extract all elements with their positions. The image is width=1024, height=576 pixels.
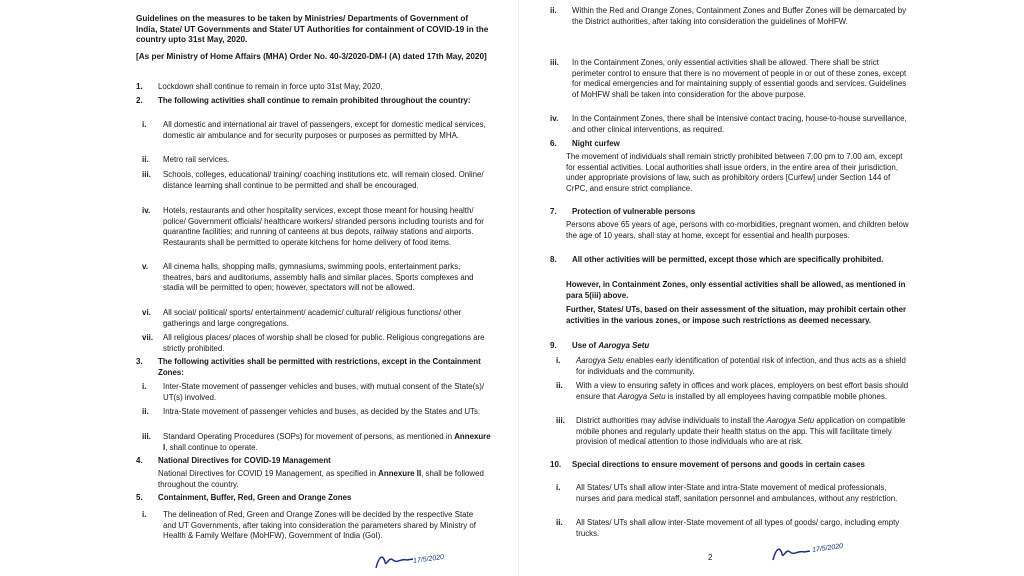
item-number: 2. xyxy=(136,96,143,105)
page-divider xyxy=(518,0,519,576)
item-number: i. xyxy=(142,382,147,391)
item-text: With a view to ensuring safety in offices and work places, employers on best effort basis should ensure that Aarogya Setu is installed by all employees having compatible mobile phones. xyxy=(576,381,909,401)
item-text: The delineation of Red, Green and Orange Zones will be decided by the respective State and UT Governments, after taking into consideration the parameters shared by Ministry of Health & Family Welfare (MoHFW), Government of India (GoI). xyxy=(163,510,477,540)
document-page-1 xyxy=(108,0,508,576)
item-text: All social/ political/ sports/ entertainment/ academic/ cultural/ religious functions/ other gatherings and large congregations. xyxy=(163,308,462,328)
item-number: ii. xyxy=(556,381,563,390)
item-number: 6. xyxy=(550,139,557,148)
item-number: 4. xyxy=(136,456,143,465)
section-heading: Special directions to ensure movement of persons and goods in certain cases xyxy=(572,460,865,469)
page-number: 2 xyxy=(708,553,713,562)
item-number: vii. xyxy=(142,333,154,342)
document-title: Guidelines on the measures to be taken by Ministries/ Departments of Government of India, State/ UT Governments and State/ UT Authorities for containment of COVID-19 in the country upto 31st May, 2020. xyxy=(136,14,489,44)
item-text: Schools, colleges, educational/ training/ coaching institutions etc. will remain closed. Online/ distance learning shall continue to be permitted and shall be encouraged. xyxy=(163,170,484,190)
item-text: Hotels, restaurants and other hospitality services, except those meant for housing health/ police/ Government officials/ healthcare workers/ stranded persons including tourists and for quarantine facilities; and running of canteens at bus depots, railway stations and airports. Restaurants shall be permitted to operate kitchens for home delivery of food items. xyxy=(163,206,484,247)
section-heading: The following activities shall be permitted with restrictions, except in the Containment Zones: xyxy=(158,357,481,377)
item-number: iv. xyxy=(550,114,559,123)
item-text: Persons above 65 years of age, persons with co-morbidities, pregnant women, and children below the age of 10 years, shall stay at home, except for essential and health purposes. xyxy=(566,220,909,240)
section-heading: Night curfew xyxy=(572,139,620,148)
item-number: 3. xyxy=(136,357,143,366)
item-number: 9. xyxy=(550,341,557,350)
item-text: In the Containment Zones, only essential activities shall be allowed. There shall be strict perimeter control to ensure that there is no movement of people in or out of these zones, except for medical emergencies and for maintaining supply of essential goods and services. Guidelines of MoHFW shall be taken into consideration for the above purpose. xyxy=(572,58,907,99)
item-text: The movement of individuals shall remain strictly prohibited between 7.00 pm to 7.00 am, except for essential activities. Local authorities shall issue orders, in the entire area of their jurisdiction, under appropriate provisions of law, such as prohibitory orders [Curfew] under Section 144 of CrPC, and ensure strict compliance. xyxy=(566,152,903,193)
item-number: ii. xyxy=(142,407,149,416)
item-text: Standard Operating Procedures (SOPs) for movement of persons, as mentioned in Annexure I, shall continue to operate. xyxy=(163,432,491,452)
item-number: 7. xyxy=(550,207,557,216)
item-text: All States/ UTs shall allow inter-State movement of all types of goods/ cargo, including empty trucks. xyxy=(576,518,900,538)
section-heading: Containment, Buffer, Red, Green and Orange Zones xyxy=(158,493,352,502)
item-number: i. xyxy=(142,120,147,129)
item-number: vi. xyxy=(142,308,151,317)
item-text: All domestic and international air travel of passengers, except for domestic medical services, domestic air ambulance and for security purposes or purposes as permitted by MHA. xyxy=(163,120,486,140)
item-number: v. xyxy=(142,262,149,271)
item-number: i. xyxy=(142,510,147,519)
item-number: i. xyxy=(556,356,561,365)
item-text: All cinema halls, shopping malls, gymnasiums, swimming pools, entertainment parks, theatres, bars and auditoriums, assembly halls and similar places. Sports complexes and stadia will be permitted to open; however, spectators will not be allowed. xyxy=(163,262,474,292)
item-number: ii. xyxy=(550,6,557,15)
item-text: Intra-State movement of passenger vehicles and buses, as decided by the States and UTs. xyxy=(163,407,481,416)
section-heading: National Directives for COVID-19 Management xyxy=(158,456,331,465)
section-heading: All other activities will be permitted, except those which are specifically prohibited. xyxy=(572,255,884,264)
item-text: All States/ UTs shall allow inter-State and intra-State movement of medical professionals, nurses and para medical staff, sanitation personnel and ambulances, without any restriction. xyxy=(576,483,898,503)
item-text: Further, States/ UTs, based on their assessment of the situation, may prohibit certain other activities in the various zones, or impose such restrictions as deemed necessary. xyxy=(566,305,907,325)
item-number: iv. xyxy=(142,206,151,215)
item-number: ii. xyxy=(556,518,563,527)
signature-date: 17/5/2020 xyxy=(811,542,844,555)
item-number: 1. xyxy=(136,82,143,91)
item-text: Within the Red and Orange Zones, Containment Zones and Buffer Zones will be demarcated by the District authorities, after taking into consideration the guidelines of MoHFW. xyxy=(572,6,907,26)
item-text: Lockdown shall continue to remain in force upto 31st May, 2020. xyxy=(158,82,383,91)
item-number: 10. xyxy=(550,460,562,469)
section-heading: Protection of vulnerable persons xyxy=(572,207,696,216)
section-heading: Use of Aarogya Setu xyxy=(572,341,650,350)
item-number: i. xyxy=(556,483,561,492)
item-text: District authorities may advise individuals to install the Aarogya Setu application on compatible mobile phones and regularly update their health status on the app. This will facilitate timely provision of medical attention to those individuals who are at risk. xyxy=(576,416,906,446)
item-number: iii. xyxy=(142,432,151,441)
signature-date: 17/5/2020 xyxy=(412,553,445,566)
order-reference: [As per Ministry of Home Affairs (MHA) Order No. 40-3/2020-DM-I (A) dated 17th May, 2020] xyxy=(136,52,487,61)
item-text: In the Containment Zones, there shall be intensive contact tracing, house-to-house surveillance, and other clinical interventions, as required. xyxy=(572,114,907,134)
item-text: All religious places/ places of worship shall be closed for public. Religious congregations are strictly prohibited. xyxy=(163,333,485,353)
item-number: 5. xyxy=(136,493,143,502)
item-number: iii. xyxy=(142,170,151,179)
item-text: However, in Containment Zones, only essential activities shall be allowed, as mentioned in para 5(iii) above. xyxy=(566,280,906,300)
item-text: National Directives for COVID 19 Management, as specified in Annexure II, shall be followed throughout the country. xyxy=(158,469,484,489)
item-text: Metro rail services. xyxy=(163,155,230,164)
item-number: ii. xyxy=(142,155,149,164)
item-number: iii. xyxy=(550,58,559,67)
item-text: Inter-State movement of passenger vehicles and buses, with mutual consent of the State(s)/ UT(s) involved. xyxy=(163,382,485,402)
item-text: Aarogya Setu enables early identification of potential risk of infection, and thus acts as a shield for individuals and the community. xyxy=(576,356,906,376)
section-heading: The following activities shall continue to remain prohibited throughout the country: xyxy=(158,96,471,105)
document-page-2 xyxy=(530,0,930,576)
item-number: iii. xyxy=(556,416,565,425)
item-number: 8. xyxy=(550,255,557,264)
